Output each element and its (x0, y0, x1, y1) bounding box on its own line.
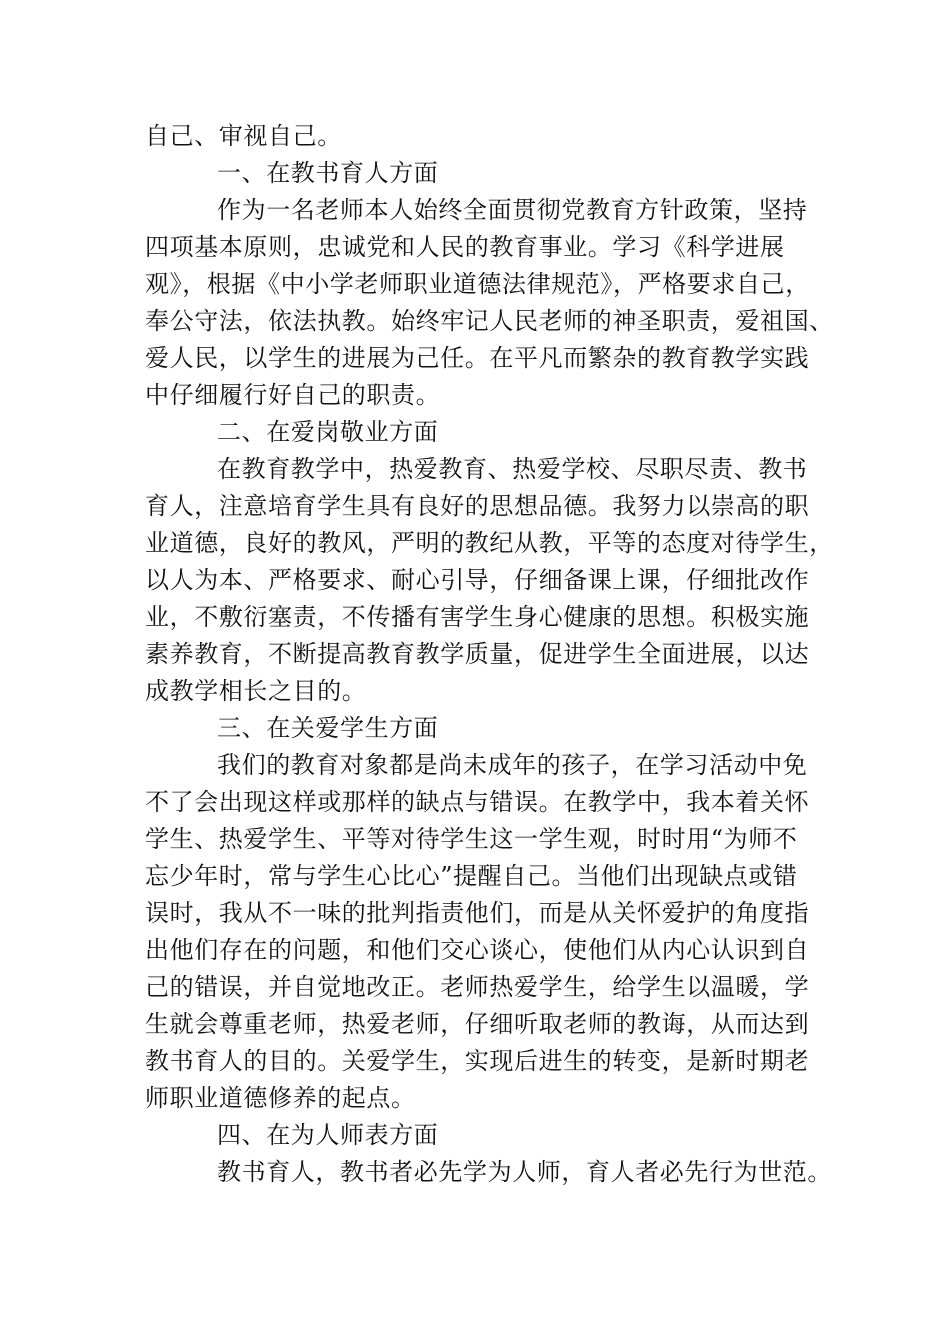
paragraph-line: 以人为本、严格要求、耐心引导，仔细备课上课，仔细批改作 (145, 566, 810, 594)
paragraph-line: 育人，注意培育学生具有良好的思想品德。我努力以崇高的职 (145, 492, 810, 520)
paragraph-line: 己的错误，并自觉地改正。老师热爱学生，给学生以温暖，学 (145, 973, 810, 1001)
paragraph-line: 教书育人，教书者必先学为人师，育人者必先行为世范。 (217, 1158, 832, 1186)
paragraph-line: 忘少年时，常与学生心比心”提醒自己。当他们出现缺点或错 (145, 862, 798, 890)
paragraph-line: 不了会出现这样或那样的缺点与错误。在教学中，我本着关怀 (145, 788, 810, 816)
paragraph-line: 出他们存在的问题，和他们交心谈心，使他们从内心认识到自 (145, 936, 810, 964)
paragraph-line: 素养教育，不断提高教育教学质量，促进学生全面进展，以达 (145, 640, 810, 668)
paragraph-line: 生就会尊重老师，热爱老师，仔细听取老师的教诲，从而达到 (145, 1010, 810, 1038)
paragraph-line: 观》，根据《中小学老师职业道德法律规范》，严格要求自己， (145, 270, 810, 298)
paragraph-line: 误时，我从不一味的批判指责他们，而是从关怀爱护的角度指 (145, 899, 810, 927)
paragraph-line: 我们的教育对象都是尚未成年的孩子，在学习活动中免 (217, 751, 808, 779)
section-heading: 一、在教书育人方面 (217, 159, 439, 187)
section-heading: 四、在为人师表方面 (217, 1121, 439, 1149)
paragraph-line: 中仔细履行好自己的职责。 (145, 381, 441, 409)
paragraph-line: 奉公守法，依法执教。始终牢记人民老师的神圣职责，爱祖国、 (145, 307, 834, 335)
paragraph-line: 业，不敷衍塞责，不传播有害学生身心健康的思想。积极实施 (145, 603, 810, 631)
paragraph-line: 师职业道德修养的起点。 (145, 1084, 416, 1112)
text-line: 自己、审视自己。 (145, 122, 342, 150)
paragraph-line: 教书育人的目的。关爱学生，实现后进生的转变，是新时期老 (145, 1047, 810, 1075)
paragraph-line: 四项基本原则，忠诚党和人民的教育事业。学习《科学进展 (145, 233, 785, 261)
paragraph-line: 在教育教学中，热爱教育、热爱学校、尽职尽责、教书 (217, 455, 808, 483)
paragraph-line: 作为一名老师本人始终全面贯彻党教育方针政策，坚持 (217, 196, 808, 224)
paragraph-line: 学生、热爱学生、平等对待学生这一学生观，时时用“为师不 (145, 825, 798, 853)
paragraph-line: 爱人民，以学生的进展为己任。在平凡而繁杂的教育教学实践 (145, 344, 810, 372)
paragraph-line: 业道德，良好的教风，严明的教纪从教，平等的态度对待学生， (145, 529, 834, 557)
section-heading: 三、在关爱学生方面 (217, 714, 439, 742)
section-heading: 二、在爱岗敬业方面 (217, 418, 439, 446)
paragraph-line: 成教学相长之目的。 (145, 677, 367, 705)
